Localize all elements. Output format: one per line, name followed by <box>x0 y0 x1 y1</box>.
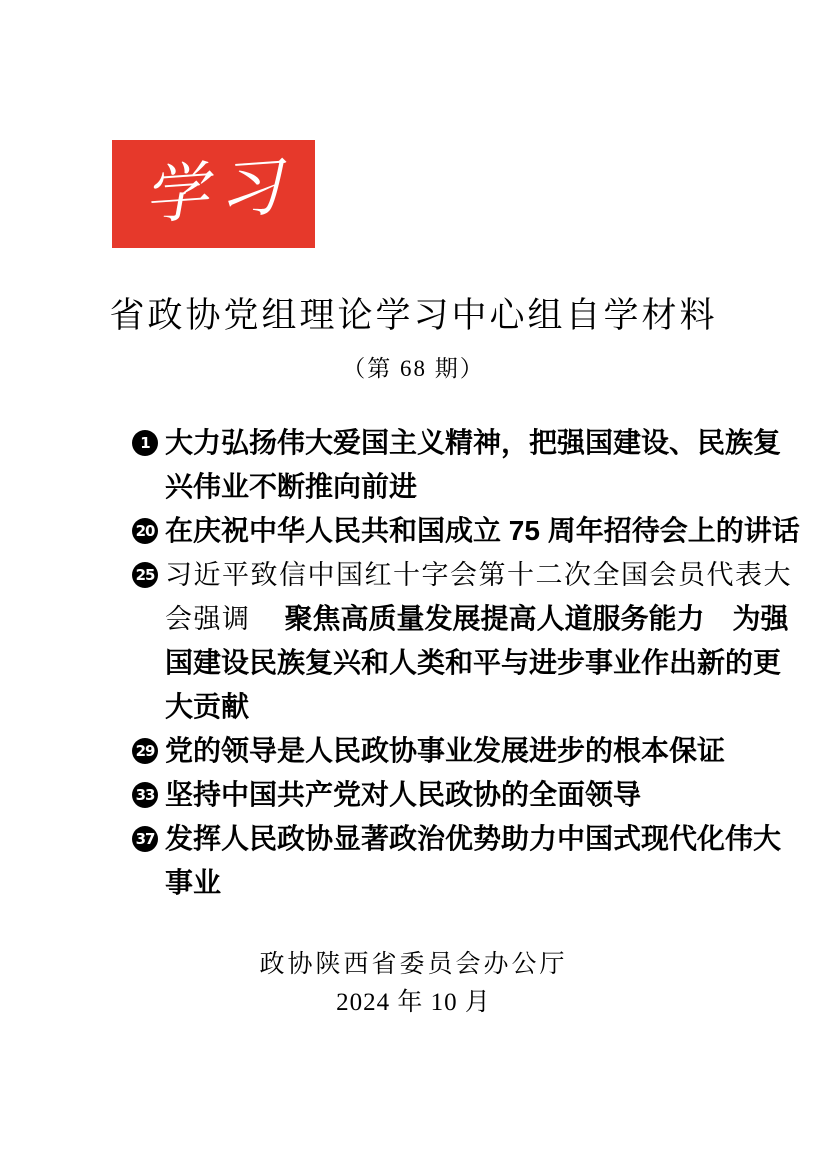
toc-entry-text: 习近平致信中国红十字会第十二次全国会员代表大 <box>165 560 792 590</box>
toc-entry-text: 兴伟业不断推向前进 <box>165 471 418 502</box>
masthead-calligraphy-text: 学习 <box>141 150 294 232</box>
toc-entry-line <box>132 861 747 905</box>
table-of-contents <box>132 421 800 905</box>
toc-entry-text: 坚持中国共产党对人民政协的全面领导 <box>165 779 642 810</box>
toc-entry-line <box>132 421 782 465</box>
toc-entry-line <box>132 597 789 641</box>
toc-entry-text: 聚焦高质量发展提高人道服务能力 为强 <box>284 603 789 634</box>
toc-entry-text: 在庆祝中华人民共和国成立 75 周年招待会上的讲话 <box>165 515 800 546</box>
toc-entry-text: 大力弘扬伟大爱国主义精神，把强国建设、民族复 <box>165 427 782 458</box>
toc-entry-text: 事业 <box>165 867 222 898</box>
masthead-banner <box>112 140 315 248</box>
issue-number: （第 68 期） <box>342 356 485 381</box>
toc-entry-line <box>132 685 747 729</box>
page-number-badge: 37 <box>132 826 158 852</box>
toc-entry-line <box>132 465 747 509</box>
toc-entry-line <box>132 817 782 861</box>
document-title: 省政协党组理论学习中心组自学材料 <box>109 296 718 335</box>
toc-entry-line <box>132 509 800 553</box>
page-number-badge: 25 <box>132 562 158 588</box>
page-number-badge: 1 <box>132 430 158 456</box>
toc-entry-line <box>132 641 782 685</box>
toc-entry-text: 大贡献 <box>165 691 250 722</box>
toc-entry-line <box>132 773 747 817</box>
toc-entry-text: 党的领导是人民政协事业发展进步的根本保证 <box>165 735 726 766</box>
publication-date: 2024 年 10 月 <box>336 989 491 1016</box>
page-number-badge: 33 <box>132 782 158 808</box>
page-number-badge: 20 <box>132 518 158 544</box>
page-number-badge: 29 <box>132 738 158 764</box>
publisher-name: 政协陕西省委员会办公厅 <box>259 951 568 978</box>
toc-entry-line <box>132 729 747 773</box>
toc-entry-text: 发挥人民政协显著政治优势助力中国式现代化伟大 <box>165 823 782 854</box>
toc-entry-text: 会强调 <box>165 604 251 634</box>
toc-entry-line <box>132 553 792 597</box>
toc-entry-text: 国建设民族复兴和人类和平与进步事业作出新的更 <box>165 647 782 678</box>
